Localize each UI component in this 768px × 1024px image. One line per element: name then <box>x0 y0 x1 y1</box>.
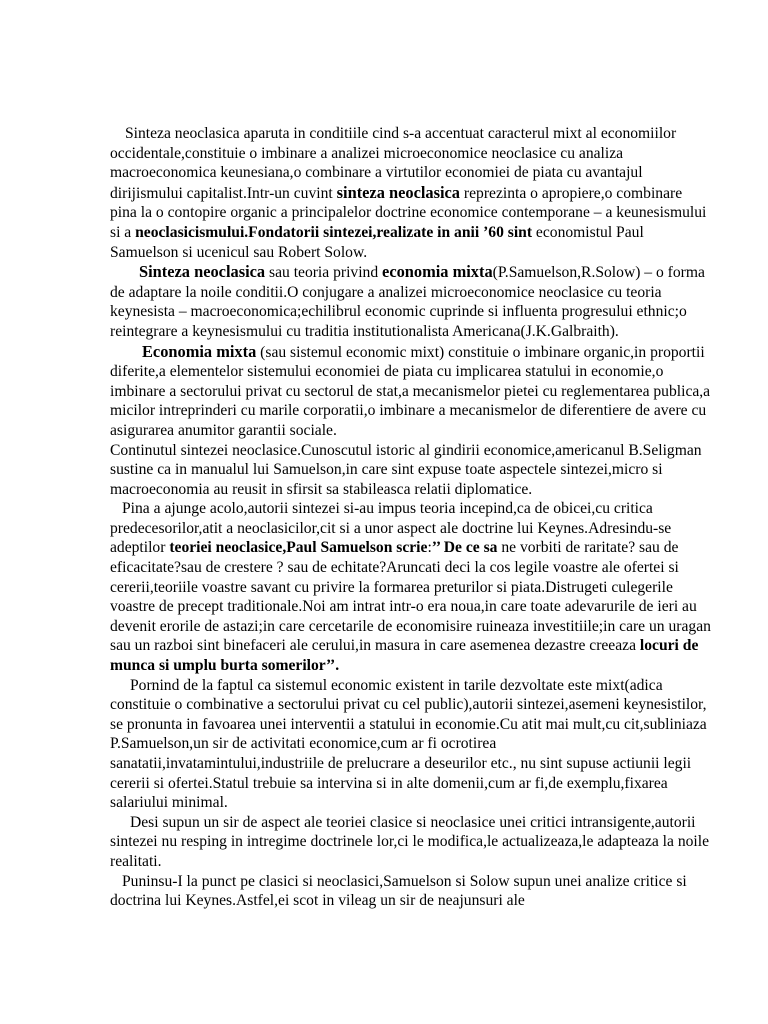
p2-text-d: (P.Samuelson,R.Solow) – o forma de adaptare la noile conditii.O conjugare a analizei microeconomice neoclasice cu teoria keynesista – macroeconomica;echilibrul economic cuprinde si influenta progresului ethnic;o reintegrare a keynesismului cu traditia institutionalista Americana(J.K.Galbraith). <box>110 264 705 340</box>
p2-text-b: sau teoria privind <box>265 264 383 282</box>
p2-bold-term: Sinteza neoclasica <box>139 262 266 282</box>
p1-bold-founders: neoclasicismului.Fondatorii sintezei,realizate in anii ’60 sint <box>135 223 533 241</box>
p1-text-e: economistul Paul Samuelson si ucenicul sau Robert Solow. <box>110 223 644 261</box>
p5-bold-quote-end: locuri de munca si umplu burta somerilor’’. <box>110 637 699 675</box>
p3-bold-term: Economia mixta <box>142 341 257 361</box>
p1-text-a: Sinteza neoclasica aparuta in conditiile cind s-a accentuat caracterul mixt al economiilor occidentale,constituie o imbinare a analizei microeconomice neoclasice cu analiza macroeconomica keunesiana,o combinare a virtutilor economiei de piata cu avantajul dirijismului capitalist.Intr-un cuvint <box>110 125 677 202</box>
p5-bold-quote-intro: teoriei neoclasice,Paul Samuelson scrie <box>169 539 428 557</box>
p1-text-c: reprezinta o apropiere,o combinare pina la o contopire organic a principalelor doctrine economice contemporane – a keunesismului si a <box>110 184 707 241</box>
p3-text-b: (sau sistemul economic mixt) constituie o imbinare organic,in proportii diferite,a elementelor sistemului economiei de piata cu implicarea statului in economie,o imbinare a sectorului privat cu sectorul de stat,a mecanismelor pietei cu reglementarea publica,a micilor intreprinderi cu marile corporatii,o imbinare a mecanismelor de diferentiere de avere cu asigurarea anumitor garantii sociale. <box>110 343 711 439</box>
paragraph-4: Continutul sintezei neoclasice.Cunoscutul istoric al gindirii economice,americanul B.Seligman sustine ca in manualul lui Samuelson,in care sint expuse toate aspectele sintezei,micro si macroeconomia au reusit in sfirsit sa stabileasca relatii diplomatice. <box>110 441 702 498</box>
p5-text-e: ne vorbiti de raritate? sau de eficacitate?sau de crestere ? sau de echitate?Aruncati deci la cos legile voastre ale ofertei si cererii,teoriile voastre savant cu privire la formarea preturilor si piata.Distrugeti culegerile voastre de precept traditionale.Noi am intrat intr-o era noua,in care toate adevarurile de ieri au devenit erorile de astazi;in care cercetarile de economisire ruineaza investitiile;in care un uragan sau un razboi sint binefaceri ale cerului,in masura in care asemenea dezastre creeaza <box>110 539 711 655</box>
p2-bold-economy: economia mixta <box>382 262 493 282</box>
paragraph-3 <box>110 342 712 441</box>
paragraph-1 <box>110 124 712 262</box>
paragraph-7: Desi supun un sir de aspect ale teoriei clasice si neoclasice unei critici intransigente,autorii sintezei nu resping in intregime doctrinele lor,ci le modifica,le actualizeaza,le adapteaza la noile realitati. <box>110 813 710 870</box>
paragraph-8: Puninsu-I la punct pe clasici si neoclasici,Samuelson si Solow supun unei analize critice si doctrina lui Keynes.Astfel,ei scot in vileag un sir de neajunsuri ale <box>110 872 687 910</box>
paragraph-5 <box>110 499 712 675</box>
paragraph-2 <box>110 262 712 341</box>
p1-bold-term: sinteza neoclasica <box>336 182 461 202</box>
p5-bold-quote-open: ’’ De ce sa <box>431 539 498 557</box>
paragraph-6: Pornind de la faptul ca sistemul economic existent in tarile dezvoltate este mixt(adica constituie o combinative a sectorului privat cu cel public),autorii sintezei,asemeni keynesistilor, se pronunta in favoarea unei interventii a statului in economie.Cu atit mai mult,cu cit,subliniaza P.Samuelson,un sir de activitati economice,cum ar fi ocrotirea sanatatii,invatamintului,industriile de prelucrare a deseurilor etc., nu sint supuse actiunii legii cererii si ofertei.Statul trebuie sa intervina si in alte domenii,cum ar fi,de exemplu,fixarea salariului minimal. <box>110 676 707 812</box>
p5-colon: : <box>427 539 432 557</box>
document-page <box>110 124 712 911</box>
p5-text-a: Pina a ajunge acolo,autorii sintezei si-au impus teoria incepind,ca de obicei,cu critica predecesorilor,atit a neoclasicilor,cit si a unor aspect ale doctrine lui Keynes.Adresindu-se adeptilor <box>110 500 672 557</box>
